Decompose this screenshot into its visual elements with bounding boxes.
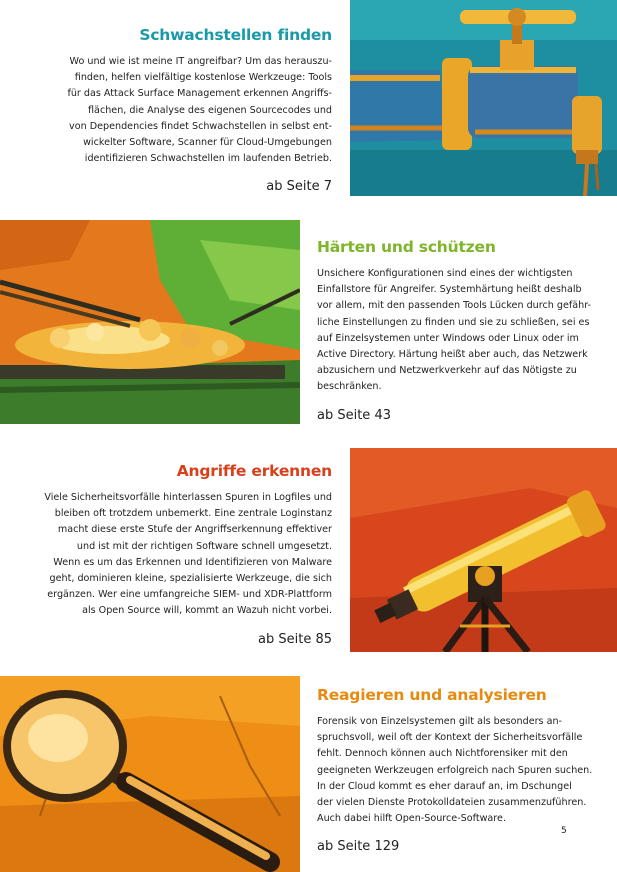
section-body [40, 54, 332, 167]
page-number: 5 [561, 826, 567, 836]
body-line: der vielen Dienste Protokolldateien zusammenzuführen. [317, 797, 587, 809]
body-line: flächen, die Analyse des eigenen Sourcecodes und [88, 104, 332, 116]
body-line: identifizieren Schwachstellen im laufenden Betrieb. [84, 153, 332, 165]
body-line: finden, helfen vielfältige kostenlose Werkzeuge: Tools [74, 72, 332, 84]
section-body [317, 266, 607, 396]
section-body [40, 490, 332, 620]
page-reference: ab Seite 85 [258, 631, 332, 647]
body-line: fehlt. Dennoch können auch Nichtforensiker mit den [317, 748, 568, 760]
body-line: Active Directory. Härtung heißt aber auch, das Netzwerk [317, 349, 588, 361]
body-line: ergänzen. Wer eine umfangreiche SIEM- und XDR-Plattform [47, 589, 332, 601]
section-title: Schwachstellen finden [139, 26, 332, 44]
body-line: Viele Sicherheitsvorfälle hinterlassen Spuren in Logfiles und [44, 492, 332, 503]
body-line: macht diese erste Stufe der Angriffserkennung effektiver [57, 524, 332, 536]
telescope-illustration [350, 448, 617, 652]
body-line: Forensik von Einzelsystemen gilt als besonders an- [317, 716, 563, 727]
section-angriffe [40, 462, 332, 647]
faucet-illustration [350, 0, 617, 196]
page-reference: ab Seite 129 [317, 839, 400, 855]
body-line: von Dependencies findet Schwachstellen in selbst ent- [69, 120, 332, 132]
body-line: Wenn es um das Erkennen und Identifizieren von Malware [53, 556, 332, 568]
body-line: abzusichern und Netzwerkverkehr auf das Nötigste zu [317, 365, 577, 377]
body-line: Einfallstore für Angreifer. Systemhärtung heißt deshalb [317, 284, 582, 296]
body-line: Auch dabei hilft Open-Source-Software. [317, 813, 506, 825]
body-line: bleiben oft trotzdem unbemerkt. Eine zentrale Loginstanz [54, 508, 332, 520]
body-line: spruchsvoll, weil oft der Kontext der Sicherheitsvorfälle [317, 732, 583, 744]
page-reference: ab Seite 7 [266, 179, 332, 195]
body-line: liche Einstellungen zu finden und sie zu schließen, sei es [317, 316, 590, 328]
section-title: Angriffe erkennen [176, 462, 332, 480]
section-schwachstellen [40, 26, 332, 194]
section-haerten [317, 238, 607, 423]
body-line: und ist mit der richtigen Software schnell umgesetzt. [76, 540, 332, 552]
body-line: geht, dominieren kleine, spezialisierte Werkzeuge, die sich [49, 573, 332, 585]
body-line: für das Attack Surface Management erkennen Angriffs- [67, 88, 332, 100]
page-reference: ab Seite 43 [317, 407, 391, 423]
body-line: beschränken. [317, 381, 382, 393]
body-line: Wo und wie ist meine IT angreifbar? Um das herauszu- [69, 56, 332, 67]
body-line: geeigneten Werkzeugen erfolgreich nach Spuren suchen. [317, 764, 593, 776]
section-title: Reagieren und analysieren [317, 686, 547, 704]
forge-tongs-illustration [0, 220, 300, 424]
body-line: vor allem, mit den passenden Tools Lücken durch gefähr- [317, 300, 592, 312]
section-body [317, 714, 607, 827]
magnifying-glass-illustration [0, 676, 300, 872]
body-line: Unsichere Konfigurationen sind eines der wichtigsten [317, 268, 573, 279]
body-line: In der Cloud kommt es eher darauf an, im Dschungel [317, 780, 572, 792]
body-line: als Open Source will, kommt an Wazuh nicht vorbei. [82, 605, 332, 617]
section-title: Härten und schützen [317, 238, 496, 256]
body-line: wickelter Software, Scanner für Cloud-Umgebungen [83, 137, 332, 149]
body-line: auf Einzelsystemen unter Windows oder Linux oder im [317, 332, 579, 344]
